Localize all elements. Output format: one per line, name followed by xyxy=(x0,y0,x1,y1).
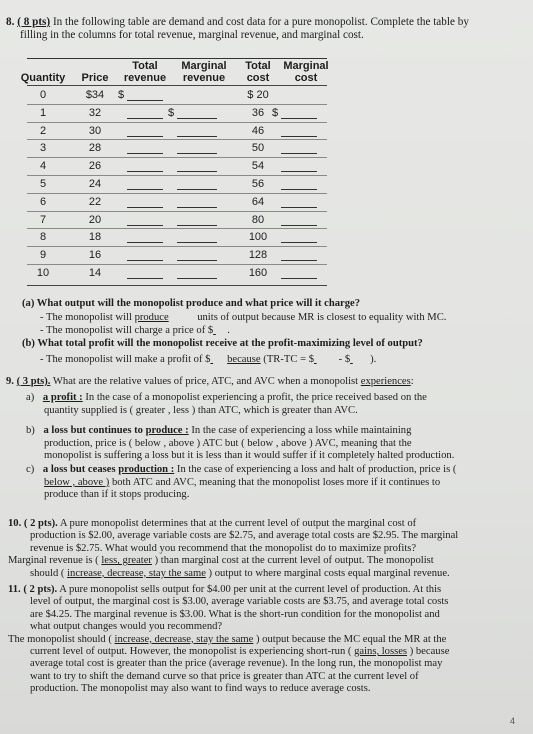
page-number: 4 xyxy=(509,716,515,726)
table-cell-tc: 54 xyxy=(251,160,265,173)
table-answer-blank-tr[interactable] xyxy=(127,90,163,101)
price-prompt-end: . xyxy=(227,324,230,336)
question-9c xyxy=(0,464,533,501)
table-answer-blank-mr[interactable] xyxy=(177,250,217,261)
tc-answer-blank[interactable] xyxy=(350,354,370,366)
table-answer-blank-mc[interactable] xyxy=(281,143,317,154)
table-answer-blank-tr[interactable] xyxy=(127,143,163,154)
question-9-text: What are the relative values of price, ATC, and AVC when a monopolist xyxy=(52,376,361,387)
table-answer-blank-mc[interactable] xyxy=(281,250,317,261)
question-8-line-2: filling in the columns for total revenue, marginal revenue, and marginal cost. xyxy=(20,29,364,41)
question-11-line-1 xyxy=(0,584,533,596)
question-8a-text: - The monopolist will xyxy=(40,312,135,324)
table-cell-q: 10 xyxy=(36,267,50,279)
table-cell-tc: 100 xyxy=(248,231,268,244)
question-11-choice-1: increase, decrease, stay the same xyxy=(114,633,254,645)
question-10-text-5: should ( xyxy=(30,567,68,579)
question-11-text-6-end: ) because xyxy=(407,646,450,658)
table-row-rule xyxy=(27,122,327,123)
question-8b-line-1 xyxy=(0,354,533,366)
table-answer-blank-mr[interactable] xyxy=(177,268,217,279)
table-header-5: cost xyxy=(294,72,318,84)
table-cell-tc: $ 20 xyxy=(247,89,269,101)
price-answer-blank[interactable] xyxy=(213,325,227,337)
question-11-line-5 xyxy=(0,634,533,646)
table-answer-blank-tr[interactable] xyxy=(127,215,163,226)
question-8-points: ( 8 pts) xyxy=(17,16,51,28)
table-answer-blank-mc[interactable] xyxy=(281,126,317,137)
table-cell-tc: 36 xyxy=(251,106,265,119)
question-8b xyxy=(0,338,533,367)
table-cell-tc: 128 xyxy=(248,249,268,262)
table-row-rule xyxy=(27,193,327,194)
table-answer-blank-tr[interactable] xyxy=(127,179,163,190)
table-row-rule xyxy=(27,104,327,105)
table-cell-tc: 46 xyxy=(251,124,265,137)
question-11-number: 11. xyxy=(8,584,21,595)
question-9c-text-2: both ATC and AVC, meaning that the monopolist loses more if it continues to xyxy=(109,476,441,488)
question-9c-term: a loss but ceases xyxy=(42,464,119,476)
table-header-top-5: Marginal xyxy=(283,60,329,72)
question-10-text-1: A pure monopolist determines that at the current level of output the marginal cost of xyxy=(59,518,417,529)
table-top-rule xyxy=(27,58,327,59)
question-11-choice-2: gains, losses xyxy=(354,646,408,658)
question-10 xyxy=(0,518,533,580)
table-cell-q: 3 xyxy=(39,142,47,155)
table-answer-blank-tr[interactable] xyxy=(127,197,163,208)
question-10-line-4 xyxy=(0,555,533,567)
table-cell-p: 30 xyxy=(88,124,102,137)
question-11-text-6: current level of output. However, the monopolist is experiencing short-run ( xyxy=(30,646,355,658)
question-11-text-5-end: ) output because the MC equal the MR at the xyxy=(253,633,447,645)
table-answer-blank-tr[interactable] xyxy=(127,250,163,261)
table-header-4: cost xyxy=(246,72,270,84)
table-cell-p: 16 xyxy=(88,249,102,262)
table-cell-q: 2 xyxy=(39,124,47,137)
question-9b-text-1: In the case of experiencing a loss while maintaining xyxy=(188,425,412,437)
tr-tc-end: ). xyxy=(370,354,377,366)
question-9a xyxy=(0,392,533,417)
question-8a-text-end: units of output because MR is closest to equality with MC. xyxy=(194,312,447,324)
question-9 xyxy=(0,376,533,502)
table-answer-blank-mr[interactable] xyxy=(177,161,217,172)
question-8a-label: (a) What output will the monopolist produce and what price will it charge? xyxy=(22,298,361,309)
table-answer-blank-tr[interactable] xyxy=(127,232,163,243)
table-cell-q: 5 xyxy=(39,178,47,190)
table-header-3: revenue xyxy=(182,72,226,84)
question-9-stem xyxy=(0,376,533,388)
table-header-top-4: Total xyxy=(245,60,271,72)
table-row-rule xyxy=(27,228,327,229)
output-answer-blank[interactable]: produce xyxy=(134,312,169,324)
table-cell-q: 6 xyxy=(39,195,47,208)
table-row-rule xyxy=(27,139,327,140)
question-8 xyxy=(6,16,521,42)
question-9-colon: : xyxy=(410,376,414,387)
table-header-1: Price xyxy=(81,72,109,84)
table-header-top-3: Marginal xyxy=(181,60,227,72)
table-row-rule xyxy=(27,157,327,158)
table-cell-tc: 56 xyxy=(251,178,265,190)
table-answer-blank-tr[interactable] xyxy=(127,126,163,137)
table-cell-q: 4 xyxy=(39,160,47,173)
table-cell-tc: 80 xyxy=(251,213,265,226)
question-10-text-4-end: ) than marginal cost at the current level of output. The monopolist xyxy=(151,555,434,567)
question-9c-letter: c) xyxy=(26,464,35,476)
question-11-text-5: The monopolist should ( xyxy=(8,633,115,645)
question-9c-text-1: In the case of experiencing a loss and halt of production, price is ( xyxy=(174,464,457,476)
table-dollar-sign: $ xyxy=(271,106,279,119)
table-cell-p: 18 xyxy=(88,231,102,244)
table-answer-blank-tr[interactable] xyxy=(127,108,163,119)
question-11-line-6 xyxy=(0,646,533,658)
table-cell-p: 14 xyxy=(88,267,102,279)
question-8-line-1 xyxy=(6,16,521,29)
table-answer-blank-mr[interactable] xyxy=(177,126,217,137)
table-header-0: Quantity xyxy=(20,72,66,84)
question-10-choice-1: less, greater xyxy=(101,555,152,567)
table-answer-blank-mr[interactable] xyxy=(177,215,217,226)
question-10-choice-2: increase, decrease, stay the same xyxy=(67,567,206,579)
question-8a xyxy=(0,298,533,337)
table-answer-blank-mc[interactable] xyxy=(281,161,317,172)
question-11-text-2: level of output, the marginal cost is $3.00, average variable costs are $3.75, and average total costs xyxy=(30,596,449,608)
question-9a-term: a profit : xyxy=(42,392,83,404)
price-prompt: - The monopolist will charge a price of $ xyxy=(40,324,214,336)
table-row-rule xyxy=(27,246,327,247)
question-10-line-1 xyxy=(0,518,533,530)
question-11-points: ( 2 pts). xyxy=(23,584,58,595)
table-answer-blank-mc[interactable] xyxy=(281,232,317,243)
profit-prompt: - The monopolist will make a profit of $ xyxy=(40,354,211,366)
table-cell-q: 1 xyxy=(39,106,47,119)
question-9b xyxy=(0,425,533,462)
table-cell-tc: 160 xyxy=(248,267,268,279)
table-answer-blank-mc[interactable] xyxy=(281,215,317,226)
question-9c-term-underlined: production : xyxy=(118,464,175,476)
question-9b-text-3: monopolist is suffering a loss but it is less than it would suffer if it completely halted production. xyxy=(44,450,455,462)
table-bottom-rule xyxy=(27,285,327,286)
table-header-rule xyxy=(27,85,327,86)
tr-tc-text: (TR-TC = $ xyxy=(260,354,314,366)
profit-answer-blank[interactable] xyxy=(210,354,224,366)
question-10-points: ( 2 pts). xyxy=(23,518,58,529)
table-answer-blank-mr[interactable] xyxy=(177,179,217,190)
table-cell-p: $34 xyxy=(85,89,105,101)
table-dollar-sign: $ xyxy=(167,106,175,119)
question-11-text-9: production. The monopolist may also want to find ways to reduce average costs. xyxy=(30,683,371,695)
question-9c-choice: below , above ) xyxy=(44,476,110,488)
because-text: because xyxy=(227,354,261,366)
table-answer-blank-mr[interactable] xyxy=(177,197,217,208)
question-8-number: 8. xyxy=(6,16,15,28)
question-9b-term-underlined: produce : xyxy=(145,425,189,437)
table-answer-blank-mr[interactable] xyxy=(177,232,217,243)
table-cell-q: 7 xyxy=(39,213,47,226)
table-dollar-sign: $ xyxy=(117,89,125,101)
table-answer-blank-tr[interactable] xyxy=(127,268,163,279)
table-row-rule xyxy=(27,175,327,176)
table-answer-blank-mc[interactable] xyxy=(281,108,317,119)
question-9b-text-2: production, price is ( below , above ) ATC but ( below , above ) AVC, meaning that the xyxy=(44,437,412,449)
question-9c-line-2 xyxy=(26,477,533,489)
table-answer-blank-mc[interactable] xyxy=(281,268,317,279)
question-8-text-1: In the following table are demand and cost data for a pure monopolist. Complete the table by xyxy=(52,16,469,28)
table-answer-blank-mr[interactable] xyxy=(177,143,217,154)
question-8b-label: (b) What total profit will the monopolist receive at the profit-maximizing level of output? xyxy=(22,338,423,349)
table-cell-tc: 64 xyxy=(251,195,265,208)
table-cell-q: 0 xyxy=(39,89,47,101)
question-9-underlined: experiences xyxy=(360,376,411,387)
question-11-text-1: A pure monopolist sells output for $4.00 per unit at the current level of production. At this xyxy=(59,584,442,595)
table-cell-tc: 50 xyxy=(251,142,265,155)
question-9a-text-2: quantity supplied is ( greater , less ) than ATC, which is greater than AVC. xyxy=(44,404,358,416)
question-10-text-2: production is $2.00, average variable costs are $2.75, and average total costs are $2.95. The marginal xyxy=(30,530,459,542)
question-10-text-3: revenue is $2.75. What would you recommend that the monopolist do to maximize profits? xyxy=(30,542,417,554)
question-9c-text-3: produce than if it stops producing. xyxy=(44,489,190,501)
question-10-number: 10. xyxy=(8,518,22,529)
table-cell-p: 20 xyxy=(88,213,102,226)
table-header-2: revenue xyxy=(123,72,167,84)
question-11-text-8: want to try to shift the demand curve so that price is greater than ATC at the current level of xyxy=(30,670,419,682)
question-11-text-7: average total cost is greater than the price (average revenue). In the long run, the monopolist may xyxy=(30,658,443,670)
question-9a-text-1: In the case of a monopolist experiencing a profit, the price received based on the xyxy=(82,392,427,404)
question-8a-line-2 xyxy=(0,325,533,337)
table-cell-q: 8 xyxy=(39,231,47,244)
question-10-text-4: Marginal revenue is ( xyxy=(8,555,102,567)
table-row-rule xyxy=(27,264,327,265)
question-11 xyxy=(0,584,533,696)
question-9b-letter: b) xyxy=(26,425,35,437)
question-9-number: 9. xyxy=(6,376,14,387)
table-answer-blank-tr[interactable] xyxy=(127,161,163,172)
table-header-top-2: Total xyxy=(132,60,158,72)
tr-answer-blank[interactable] xyxy=(314,354,336,366)
question-11-text-4: what output changes would you recommend? xyxy=(30,621,223,633)
question-9b-term: a loss but continues to xyxy=(43,425,146,437)
minus-text: - $ xyxy=(336,354,351,366)
question-9-points: ( 3 pts). xyxy=(16,376,51,387)
table-answer-blank-mr[interactable] xyxy=(177,108,217,119)
table-cell-p: 32 xyxy=(88,106,102,119)
question-10-text-5-end: ) output to where marginal costs equal marginal revenue. xyxy=(205,567,450,579)
table-row-rule xyxy=(27,211,327,212)
table-cell-p: 24 xyxy=(88,178,102,190)
question-10-line-5 xyxy=(0,568,533,580)
table-answer-blank-mc[interactable] xyxy=(281,179,317,190)
table-cell-p: 26 xyxy=(88,160,102,173)
question-8a-line-1 xyxy=(0,312,533,324)
table-answer-blank-mc[interactable] xyxy=(281,197,317,208)
question-11-text-3: are $4.25. The marginal revenue is $3.00. What is the short-run condition for the monopolist and xyxy=(30,608,440,620)
table-cell-p: 22 xyxy=(88,195,102,208)
table-cell-q: 9 xyxy=(39,249,47,262)
question-9a-letter: a) xyxy=(26,392,35,404)
table-cell-p: 28 xyxy=(88,142,102,155)
